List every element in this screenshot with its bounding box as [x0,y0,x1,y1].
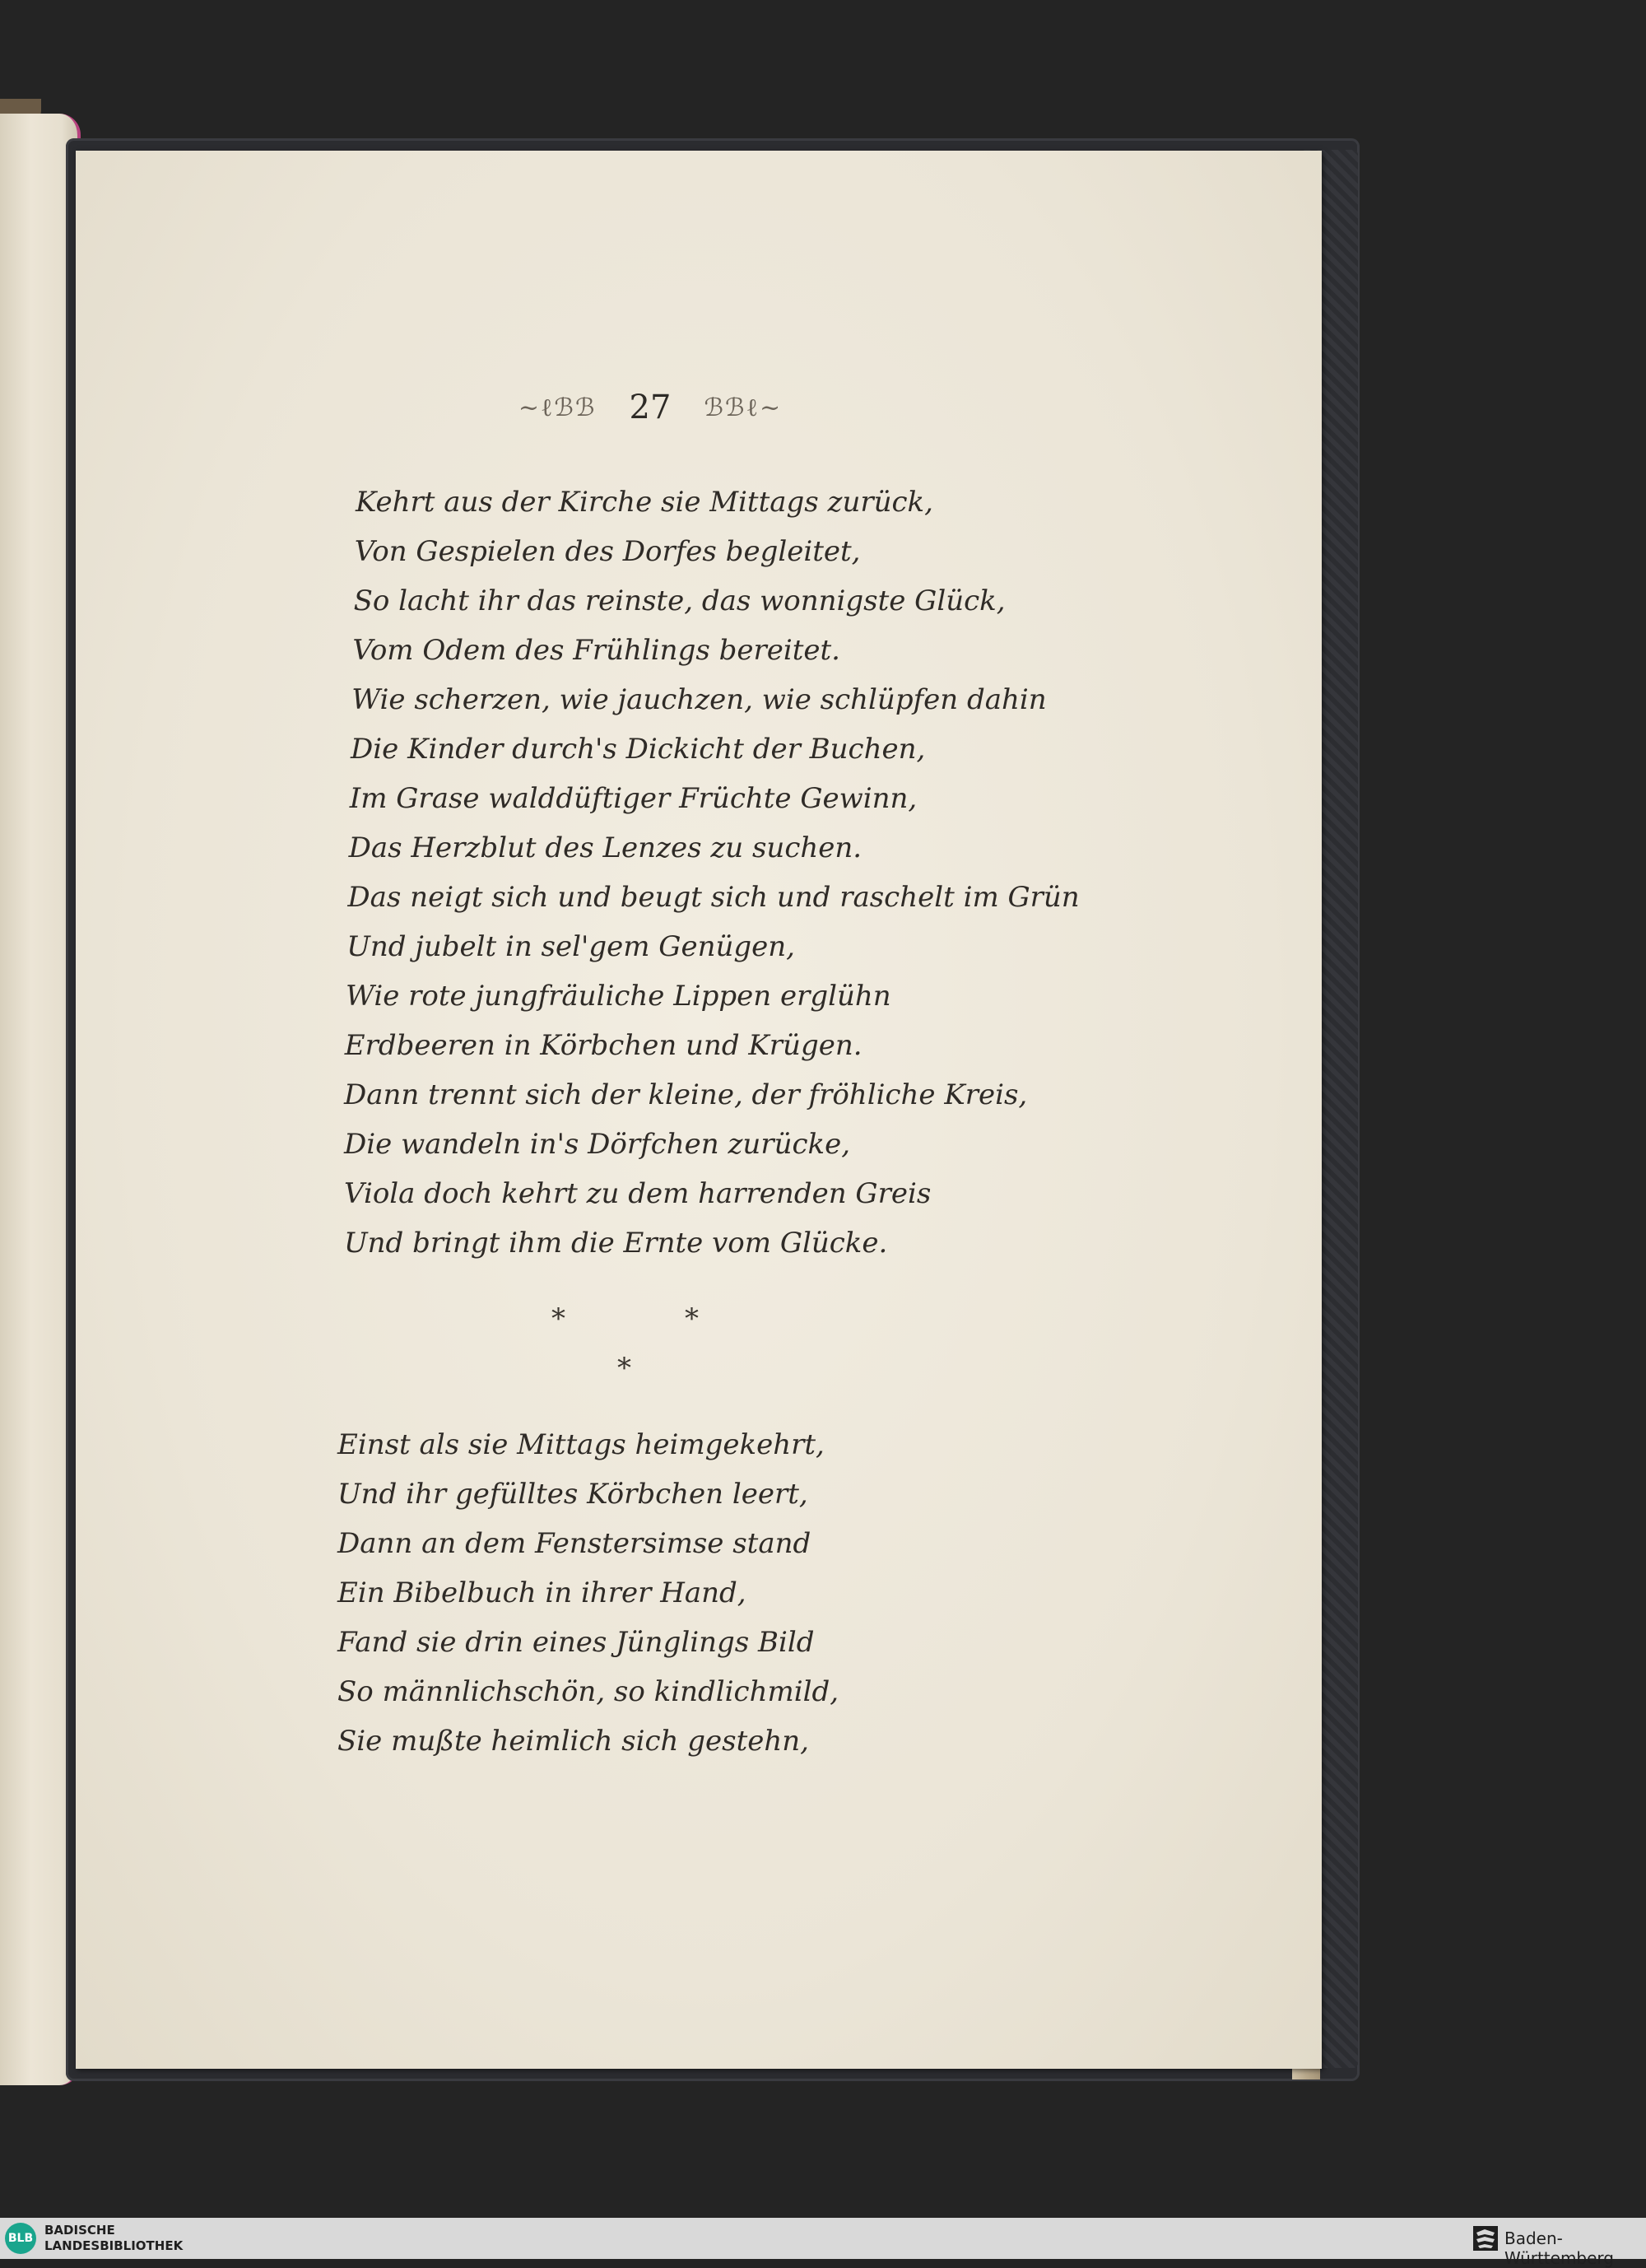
poem-line: So lacht ihr das reinste, das wonnigste Glück, [353,584,1006,617]
poem-line: Kehrt aus der Kirche sie Mittags zurück, [356,486,933,519]
state-coat-of-arms-icon[interactable] [1472,2224,1500,2252]
right-ornament: ℬℬℓ~ [704,393,783,422]
library-name[interactable] [44,2223,183,2254]
poem-line: Dann an dem Fenstersimse stand [337,1527,811,1560]
separator-star-left: * [551,1302,565,1335]
poem-line: Vom Odem des Frühlings bereitet. [352,634,840,667]
state-label[interactable]: Baden-Württemberg [1504,2228,1614,2268]
poem-line: Dann trennt sich der kleine, der fröhliche Kreis, [344,1078,1028,1111]
library-name-line2: LANDESBIBLIOTHEK [44,2238,184,2253]
poem-line: Und bringt ihm die Ernte vom Glücke. [344,1227,888,1260]
poem-line: Und ihr gefülltes Körbchen leert, [337,1478,808,1511]
poem-line: Die Kinder durch's Dickicht der Buchen, [351,733,926,766]
footer-bar [0,2218,1646,2268]
separator-star-right: * [685,1302,699,1335]
page-header [494,383,807,432]
poem-line: Und jubelt in sel'gem Genügen, [346,930,795,963]
poem-line: Einst als sie Mittags heimgekehrt, [337,1428,825,1461]
poem-line: So männlichschön, so kindlichmild, [337,1675,839,1708]
poem-stanza-1 [344,486,1080,1276]
poem-line: Das Herzblut des Lenzes zu suchen. [348,831,863,864]
poem-line: Wie scherzen, wie jauchzen, wie schlüpfen dahin [351,683,1047,716]
poem-stanza-2 [337,1428,963,1774]
poem-line: Erdbeeren in Körbchen und Krügen. [344,1029,863,1062]
poem-line: Ein Bibelbuch in ihrer Hand, [337,1576,746,1609]
poem-line: Die wandeln in's Dörfchen zurücke, [344,1128,851,1161]
poem-line: Von Gespielen des Dorfes begleitet, [354,535,861,568]
poem-line: Das neigt sich und beugt sich und raschelt im Grün [347,881,1080,914]
blb-logo-icon[interactable]: BLB [5,2223,36,2254]
page-number: 27 [629,389,672,426]
library-name-line1: BADISCHE [44,2223,115,2238]
poem-line: Wie rote jungfräuliche Lippen erglühn [346,980,891,1013]
left-ornament: ~ℓℬℬ [518,393,597,422]
separator-star-center: * [617,1352,631,1385]
poem-line: Im Grase walddüftiger Früchte Gewinn, [349,782,918,815]
poem-line: Sie mußte heimlich sich gestehn, [337,1725,809,1758]
poem-line: Viola doch kehrt zu dem harrenden Greis [344,1177,932,1210]
poem-line: Fand sie drin eines Jünglings Bild [337,1626,815,1659]
